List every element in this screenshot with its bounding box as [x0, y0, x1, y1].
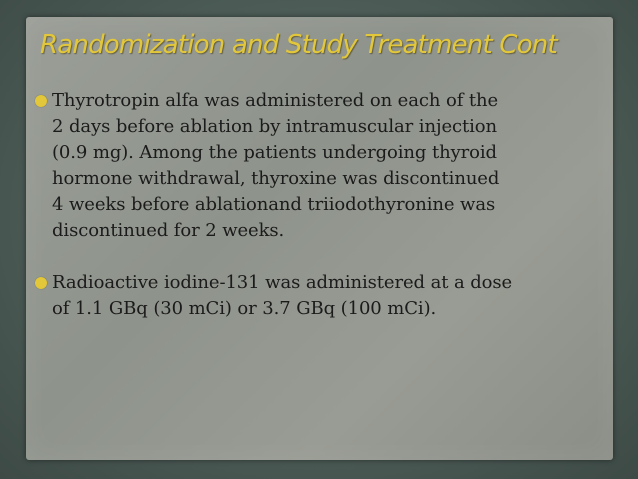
bullet-line: hormone withdrawal, thyroxine was discontinued [52, 168, 500, 189]
bullet-line: Radioactive iodine-131 was administered at a dose [52, 272, 513, 293]
bullet-line: of 1.1 GBq (30 mCi) or 3.7 GBq (100 mCi). [52, 298, 437, 319]
bullet-line: 2 days before ablation by intramuscular injection [52, 116, 497, 137]
bullet-item-thyrotropin [36, 88, 596, 244]
bullet-marker-icon [35, 277, 47, 289]
bullet-marker-icon [35, 95, 47, 107]
slide-title: Randomization and Study Treatment Cont [40, 30, 557, 60]
bullet-line: discontinued for 2 weeks. [52, 220, 285, 241]
bullet-line: Thyrotropin alfa was administered on each of the [52, 90, 499, 111]
bullet-line: (0.9 mg). Among the patients undergoing thyroid [52, 142, 497, 163]
bullet-list [36, 88, 596, 322]
bullet-line: 4 weeks before ablationand triiodothyronine was [52, 194, 496, 215]
bullet-item-iodine [36, 270, 596, 322]
